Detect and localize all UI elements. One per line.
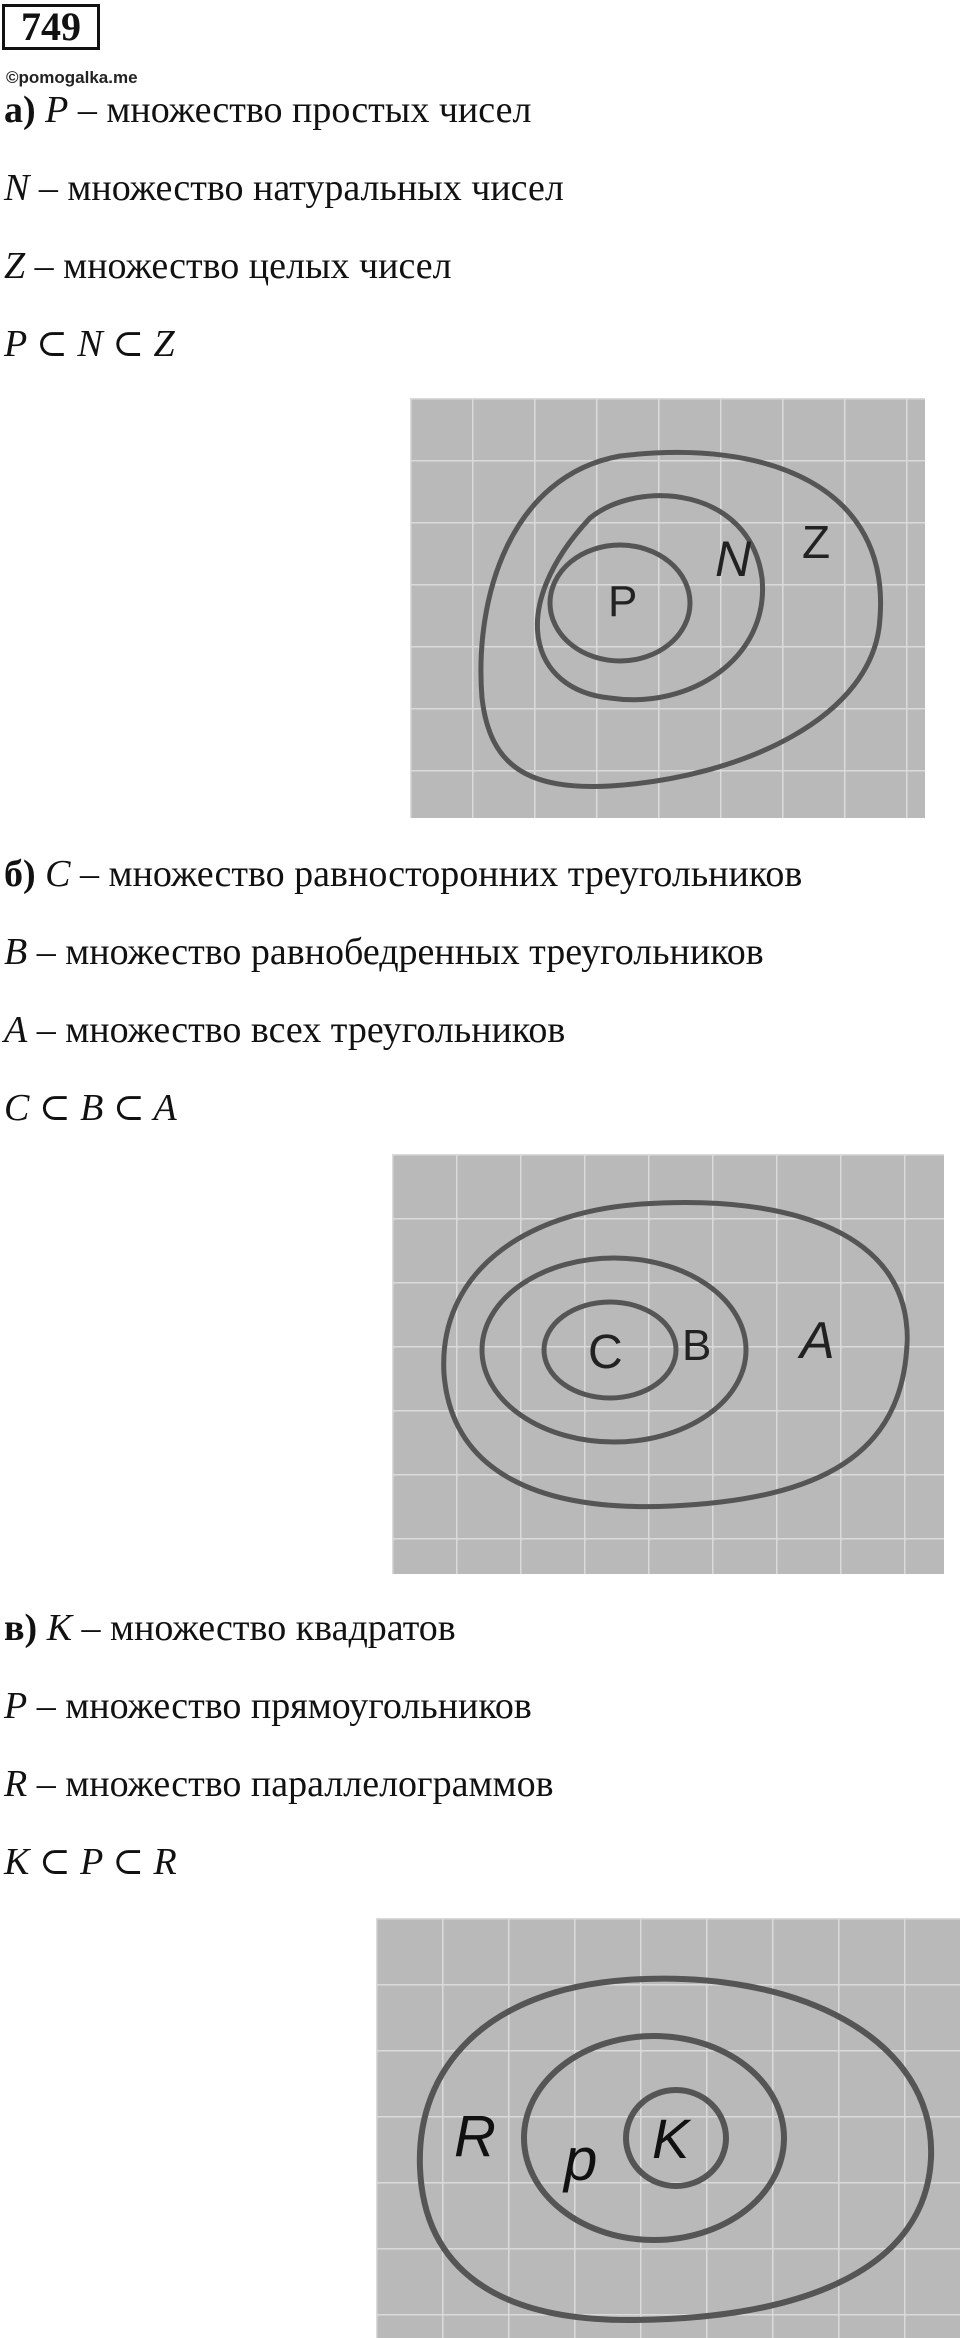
set-var: C: [45, 853, 71, 895]
diagram-a-svg: [410, 398, 925, 818]
set-description: – множество всех треугольников: [27, 1009, 566, 1051]
label-outer: A: [800, 1312, 835, 1370]
label-inner: C: [588, 1326, 623, 1379]
section-c-line-2: [4, 1684, 532, 1728]
section-a-label: а): [4, 89, 36, 131]
diagram-c-photo: [376, 1918, 960, 2338]
label-inner: P: [608, 577, 638, 626]
set-description: – множество квадратов: [72, 1607, 456, 1649]
grid-paper: [392, 1154, 944, 1574]
watermark: ©pomogalka.me: [6, 68, 138, 87]
section-c-line-3: [4, 1762, 554, 1806]
relation-text: C ⊂ B ⊂ A: [4, 1087, 177, 1129]
set-var: Z: [4, 245, 26, 287]
set-description: – множество параллелограммов: [27, 1763, 554, 1805]
label-outer: R: [454, 2104, 496, 2169]
set-description: – множество натуральных чисел: [29, 167, 564, 209]
set-description: – множество простых чисел: [68, 89, 532, 131]
label-middle: p: [564, 2126, 598, 2193]
label-middle: B: [682, 1321, 712, 1370]
set-description: – множество прямоугольников: [27, 1685, 532, 1727]
set-description: – множество равнобедренных треугольников: [27, 931, 764, 973]
diagram-a-photo: [410, 398, 925, 818]
set-var: P: [4, 1685, 28, 1727]
label-middle: N: [715, 531, 752, 587]
diagram-b-photo: [392, 1154, 944, 1574]
problem-number: 749: [2, 4, 100, 50]
relation-text: P ⊂ N ⊂ Z: [4, 323, 175, 365]
set-var: R: [4, 1763, 28, 1805]
set-var: B: [4, 931, 28, 973]
set-var: A: [4, 1009, 28, 1051]
set-description: – множество целых чисел: [25, 245, 452, 287]
set-var: P: [45, 89, 69, 131]
section-b-relation: [4, 1086, 177, 1130]
section-b-line-3: [4, 1008, 565, 1052]
section-a-line-2: [4, 166, 564, 210]
diagram-c-svg: [376, 1918, 960, 2338]
section-c-label: в): [4, 1607, 38, 1649]
relation-text: K ⊂ P ⊂ R: [4, 1841, 177, 1883]
set-description: – множество равносторонних треугольников: [70, 853, 803, 895]
section-a-line-3: [4, 244, 452, 288]
section-c-relation: [4, 1840, 177, 1884]
diagram-b-svg: [392, 1154, 944, 1574]
set-var: N: [4, 167, 30, 209]
section-b-line-2: [4, 930, 764, 974]
label-inner: K: [652, 2107, 690, 2170]
section-b-line-1: [4, 852, 802, 896]
section-b-label: б): [4, 853, 36, 895]
set-var: K: [46, 1607, 73, 1649]
label-outer: Z: [802, 516, 831, 568]
section-a-relation: [4, 322, 175, 366]
section-c-line-1: [4, 1606, 456, 1650]
section-a-line-1: [4, 88, 531, 132]
